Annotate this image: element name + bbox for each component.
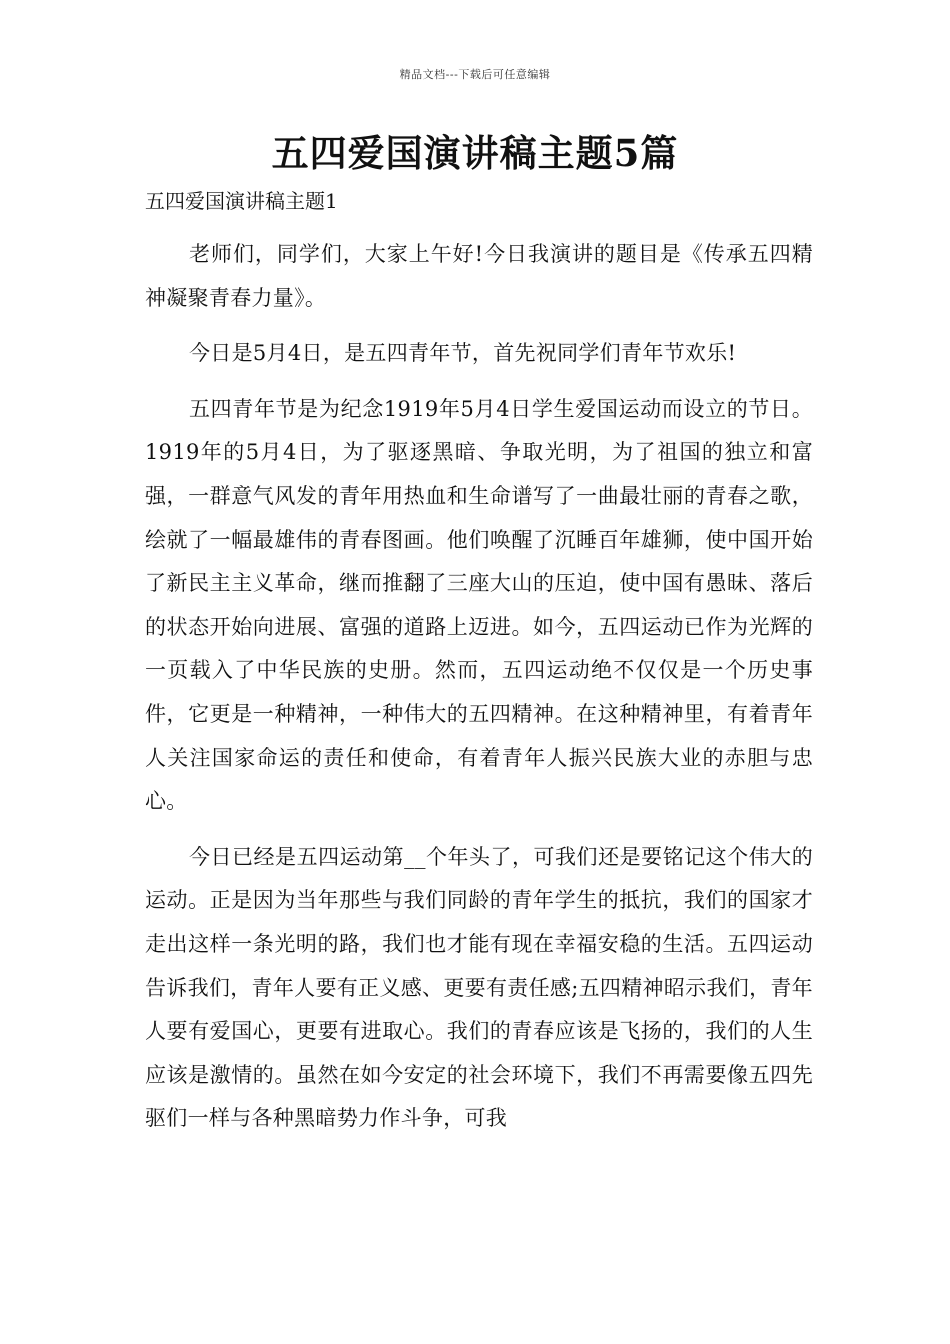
document-title: 五四爱国演讲稿主题5篇: [271, 131, 679, 175]
header-note: 精品文档---下载后可任意编辑: [399, 68, 551, 81]
paragraph-4: 今日已经是五四运动第__个年头了，可我们还是要铭记这个伟大的运动。正是因为当年那些与我们同龄的青年学生的抵抗，我们的国家才走出这样一条光明的路，我们也才能有现在幸福安稳的生活。五四运动告诉我们，青年人要有正义感、更要有责任感;五四精神昭示我们，青年人要有爱国心，更要有进取心。我们的青春应该是飞扬的，我们的人生应该是激情的。虽然在如今安定的社会环境下，我们不再需要像五四先驱们一样与各种黑暗势力作斗争，可我: [145, 844, 813, 1131]
section-heading: 五四爱国演讲稿主题1: [145, 189, 338, 213]
body-text: [145, 233, 813, 1153]
paragraph-3: 五四青年节是为纪念1919年5月4日学生爱国运动而设立的节日。1919年的5月4日，为了驱逐黑暗、争取光明，为了祖国的独立和富强，一群意气风发的青年用热血和生命谱写了一曲最壮丽的青春之歌，绘就了一幅最雄伟的青春图画。他们唤醒了沉睡百年雄狮，使中国开始了新民主主义革命，继而推翻了三座大山的压迫，使中国有愚昧、落后的状态开始向进展、富强的道路上迈进。如今，五四运动已作为光辉的一页载入了中华民族的史册。然而，五四运动绝不仅仅是一个历史事件，它更是一种精神，一种伟大的五四精神。在这种精神里，有着青年人关注国家命运的责任和使命，有着青年人振兴民族大业的赤胆与忠心。: [145, 396, 813, 814]
paragraph-1: 老师们，同学们，大家上午好!今日我演讲的题目是《传承五四精神凝聚青春力量》。: [145, 242, 813, 310]
paragraph-2: 今日是5月4日，是五四青年节，首先祝同学们青年节欢乐!: [189, 341, 737, 366]
